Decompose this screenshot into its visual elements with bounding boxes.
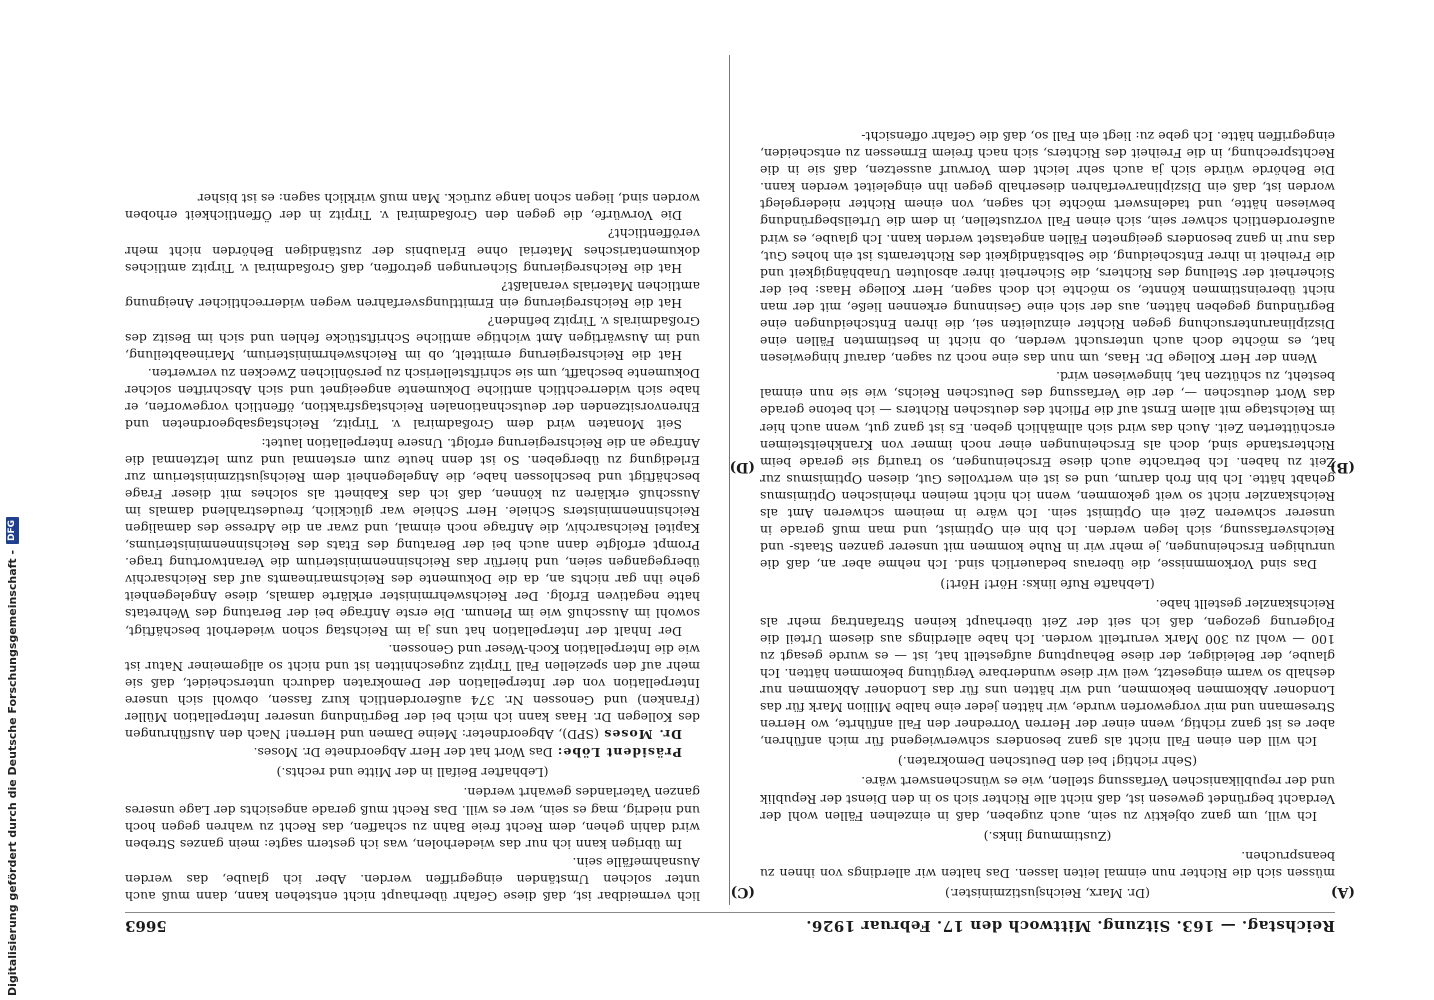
speaker-name: Präsident Löbe:	[556, 745, 682, 761]
paragraph: Hat die Reichsregierung ermittelt, ob im Reichswehrministerium, Marineabteilung, und im Auswärtigen Amt wichtige amtliche Schriftstücke fehlen und sich im Besitz des Großadmirals v. Tirpitz befinden?	[125, 313, 700, 364]
page-header-title: Reichstag. — 163. Sitzung. Mittwoch den 17. Februar 1926.	[805, 917, 1335, 935]
column-divider	[729, 55, 730, 905]
paragraph: müssen sich die Richter nun einmal leiten lassen. Das halten wir allerdings von ihnen zu beanspruchen.	[760, 848, 1335, 881]
paragraph: Wenn der Herr Kollege Dr. Haas, um nun das eine noch zu sagen, darauf hingewiesen hat, es möchte doch auch untersucht werden, ob nicht in bestimmten Fällen eine Disziplinaruntersuchung gegen Richter einzuleiten sei, die ihren Entscheidungen eine Begründung gegeben hätten, aus der sich eine Gesinnung erkennen ließe, mit der man nicht übereinstimmen könnte, so möchte ich doch sagen, Herr Kollege Haas: bei der Sicherheit der Stellung des Richters, die Sicherheit ihrer absoluten Unabhängigkeit und die Freiheit in ihrer Entscheidung, die Selbständigkeit des Richteramts ist ein hohes Gut, das nur in ganz besonders geeigneten Fällen angetastet werden kann. Ich glaube, es wird außerordentlich schwer sein, sich einen Fall vorzustellen, in dem die Urteilsbegründung bewiesen hätte, und tadelnswert möchte ich sagen, von einem Richter niedergelegt worden ist, daß ein Disziplinarverfahren dieserhalb gegen ihn eingeleitet werden kann. Die Behörde würde sich ja auch sehr leicht dem Vorwurf aussetzen, daß sie in die Rechtsprechung, in die Freiheit des Richters, sich nach freiem Ermessen zu entscheiden, eingegriffen hätte. Ich gebe zu: liegt ein Fall so, daß die Gefahr offensicht-	[760, 128, 1335, 367]
speech-text: Das Wort hat der Herr Abgeordnete Dr. Moses.	[253, 745, 553, 761]
paragraph: Im übrigen kann ich nur das wiederholen, was ich gestern sagte: mein ganzes Streben wird dahin gehen, dem Recht freie Bahn zu schaffen, das Recht zu wahren gegen hoch und niedrig, mag es sein, wer es will. Das Recht muß gerade angesichts der Lage unseres ganzen Vaterlandes gewahrt werden.	[125, 785, 700, 852]
paragraph: Seit Monaten wird dem Großadmiral v. Tirpitz, Reichstagsabgeordneten und Ehrenvorsitzenden der deutschnationalen Reichstagsfraktion, öffentlich vorgeworfen, er habe sich widerrechtlich amtliche Dokumente angeeignet und sich Abschriften solcher Dokumente beschafft, um sie schriftstellerisch zu persönlichen Zwecken zu verwerten.	[125, 366, 700, 433]
margin-marker-c: (C)	[730, 884, 755, 900]
margin-marker-a: (A)	[1330, 884, 1355, 900]
paragraph: Hat die Reichsregierung ein Ermittlungsverfahren wegen widerrechtlicher Aneignung amtlichen Materials veranlaßt?	[125, 278, 700, 311]
digitization-credit	[4, 6, 20, 996]
paragraph: Die Vorwürfe, die gegen den Großadmiral v. Tirpitz in der Öffentlichkeit erhoben worden sind, liegen schon lange zurück. Man muß wirklich sagen: es ist bisher	[125, 191, 700, 224]
paragraph: Ich will den einen Fall nicht als ganz besonders schwerwiegend für mich anführen, aber es ist ganz richtig, wenn einer der Herren Vorredner den Fall anführte, wo Herren Stresemann und mir vorgeworfen wurde, wir hätten jeder eine halbe Million Mark für das Londoner Abkommen bekommen, und wir hätten uns für das Londoner Abkommen nur deshalb so warm eingesetzt, weil wir diese wunderbare Vergütung bekommen hätten. Ich glaube, der Beleidiger, der diese Behauptung aufgestellt hat, ist — es wurde gesagt zu 100 — wohl zu 300 Mark verurteilt worden. Ich habe allerdings aus diesem Urteil die Folgerung gezogen, daß ich seit der Zeit überhaupt keinen Strafantrag mehr als Reichskanzler gestellt habe.	[760, 597, 1335, 750]
right-column	[125, 55, 700, 905]
paragraph: Der Inhalt der Interpellation hat uns ja im Reichstag schon wiederholt beschäftigt, sowohl im Ausschuß wie im Plenum. Die erste Anfrage bei der Beratung des Wehretats hatte negativen Erfolg. Der Reichswehrminister erklärte damals, diese Angelegenheit gehe ihn gar nichts an, da die Dokumente des Reichsmarineamts auf das Reichsarchiv übergegangen seien, und hierfür das Reichsinnenministerium die Verantwortung trage. Prompt erfolgte dann auch bei der Beratung des Etats des Reichsinnenministeriums, Kapitel Reichsarchiv, die Anfrage noch einmal, und zwar an die Adresse des damaligen Reichsinnenministers Schiele. Herr Schiele war glücklich, freudestrahlend damals im Ausschuß erklären zu können, daß ich das Kabinett als solches mit dieser Frage beschäftigt und beschlossen habe, die Angelegenheit dem Reichsjustizministerium zur Erledigung zu übergeben. So ist denn heute zum erstenmal und zum letztenmal die Anfrage an die Reichsregierung erfolgt. Unsere Interpellation lautet:	[125, 435, 700, 639]
paragraph	[125, 744, 700, 761]
margin-marker-b: (B)	[1329, 459, 1355, 475]
digitization-credit-text: Digitalisierung gefördert durch die Deutsche Forschungsgemeinschaft -	[5, 549, 19, 996]
speech-text: (SPD), Abgeordneter: Meine Damen und Herren! Nach den Ausführungen des Kollegen Dr. Haas kann ich mich bei der Begründung unserer Interpellation Müller (Franken) und Genossen Nr. 374 außerordentlich kurz fassen, obwohl sich unsere Interpellation von der Interpellation der Demokraten dadurch unterscheidet, daß sie mehr auf den speziellen Fall Tirpitz zugeschnitten ist und nicht so allgemeiner Natur ist wie die Interpellation Koch-Weser und Genossen.	[125, 641, 700, 743]
reaction: (Sehr richtig! bei den Deutschen Demokraten.)	[897, 754, 1198, 770]
page-number: 5663	[125, 917, 167, 935]
paragraph: Ich will, um ganz objektiv zu sein, auch zugeben, daß in einzelnen Fällen wohl der Verdacht begründet gewesen ist, daß nicht alle Richter sich so in den Dienst der Republik und der republikanischen Verfassung stellen, wie es wünschenswert wäre.	[760, 774, 1335, 824]
paragraph: lich vermeidbar ist, daß diese Gefahr überhaupt nicht entstehen kann, dann muß auch unter solchen Umständen eingegriffen werden. Aber ich glaube, das werden Ausnahmefälle sein.	[125, 854, 700, 904]
speaker-name: Dr. Moses	[603, 727, 682, 743]
paragraph	[125, 641, 700, 744]
reaction: (Zustimmung links.)	[983, 828, 1112, 844]
speaker-continuation: (Dr. Marx, Reichsjustizminister.)	[944, 886, 1151, 901]
reaction: (Lebhafter Beifall in der Mitte und rechts.)	[276, 765, 549, 781]
reaction: (Lebhafte Rufe links: Hört! Hört!)	[940, 577, 1155, 593]
left-column	[760, 55, 1335, 905]
paragraph: Hat die Reichsregierung Sicherungen getroffen, daß Großadmiral v. Tirpitz amtliches dokumentarisches Material ohne Erlaubnis der zuständigen Behörden nicht mehr veröffentlicht?	[125, 226, 700, 276]
margin-marker-d: (D)	[729, 459, 755, 475]
paragraph: Das sind Vorkommnisse, die überaus bedauerlich sind. Ich nehme aber an, daß die unruhigen Erscheinungen, je mehr wir in Ruhe kommen mit unserer ganzen Staats- und Reichsverfassung, sich legen werden. Ich bin ein Optimist, und man muß gerade in unserer schweren Zeit ein Optimist sein. Ich wäre in meinem schweren Amt als Reichskanzler nicht so weit gekommen, wenn ich nicht meinen rheinischen Optimismus gehabt hätte. Ich bin froh darum, und es ist ein wertvolles Gut, diesen Optimismus zur Zeit zu haben. Ich betrachte auch diese Erscheinungen, so traurig sie gerade beim Richterstande sind, doch als Erscheinungen einer noch immer von Krankheitsteimen erschütterten Zeit. Auch das wird sich allmählich geben. Es ist ganz gut, wenn auch hier im Reichstage mit allem Ernst auf die Pflicht des deutschen Richters — ich betone gerade das Wort deutschen —, der die Verfassung des Deutschen Reichs, wie sie nun einmal besteht, zu schützen hat, hingewiesen wird.	[760, 369, 1335, 573]
scanned-page	[105, 45, 1355, 945]
page-header	[125, 912, 1335, 935]
dfg-logo: DFG	[6, 517, 19, 544]
